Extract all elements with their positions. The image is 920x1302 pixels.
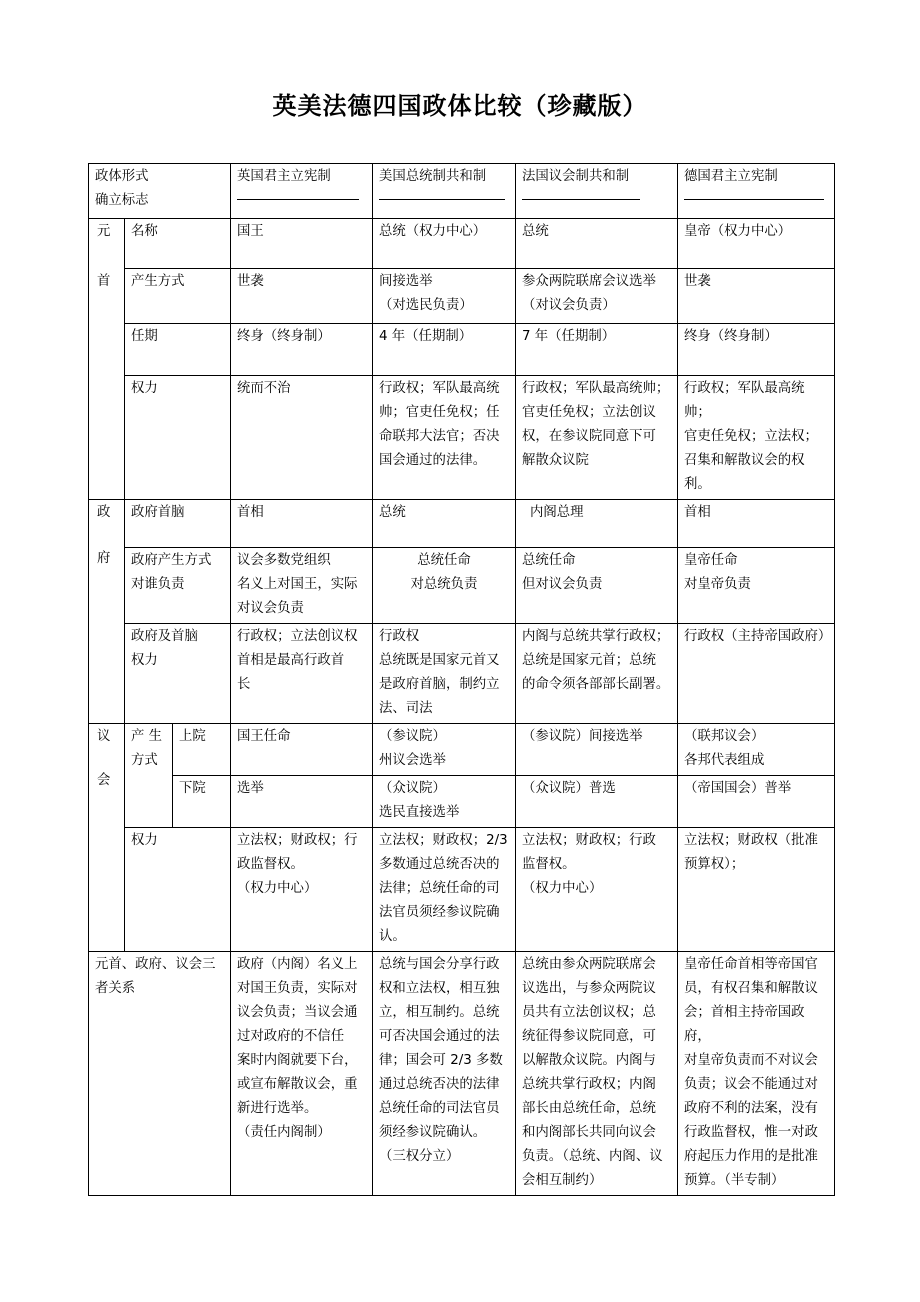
cell-de: 首相 [678,500,835,548]
cell-us: 行政权 总统既是国家元首又 是政府首脑，制约立 法、司法 [373,624,516,724]
cell-fr: 内阁总理 [516,500,678,548]
cell-de: 行政权；军队最高统帅； 官吏任免权；立法权； 召集和解散议会的权利。 [678,376,835,500]
cell-fr: 7 年（任期制） [516,324,678,376]
header-fr: 法国议会制共和制 [516,164,678,219]
header-label-line1: 政体形式 [95,169,149,184]
cell-us: 4 年（任期制） [373,324,516,376]
cell-fr: 内阁与总统共掌行政权； 总统是国家元首；总统 的命令须各部部长副署。 [516,624,678,724]
cell-us: 总统任命 对总统负责 [373,548,516,624]
label-power: 权力 [125,376,231,500]
cell-fr: （众议院）普选 [516,776,678,828]
label-gov-head: 政府首脑 [125,500,231,548]
cell-uk: 统而不治 [231,376,373,500]
row-parl-upper [89,724,835,776]
label-lower: 下院 [173,776,231,828]
header-label-cell [89,164,231,219]
cell-us: （参议院） 州议会选举 [373,724,516,776]
group-head-of-state: 元 首 [89,219,125,500]
row-gov-power [89,624,835,724]
cell-de: 世袭 [678,269,835,324]
cell-uk: 立法权；财政权；行 政监督权。 （权力中心） [231,828,373,952]
cell-uk: 首相 [231,500,373,548]
header-us: 美国总统制共和制 [373,164,516,219]
cell-fr: 参众两院联席会议选举 （对议会负责） [516,269,678,324]
header-de: 德国君主立宪制 [678,164,835,219]
header-label-line2: 确立标志 [95,193,149,208]
cell-fr: 总统任命 但对议会负责 [516,548,678,624]
cell-de: 终身（终身制） [678,324,835,376]
cell-de: 皇帝任命 对皇帝负责 [678,548,835,624]
cell-uk: 国王任命 [231,724,373,776]
cell-de: （联邦议会） 各邦代表组成 [678,724,835,776]
group-parliament: 议 会 [89,724,125,952]
label-upper: 上院 [173,724,231,776]
row-parl-power [89,828,835,952]
label-origin: 产生方式 [125,269,231,324]
cell-fr: 总统 [516,219,678,269]
cell-us: 总统 [373,500,516,548]
cell-us: 间接选举 （对选民负责） [373,269,516,324]
label-parl-power: 权力 [125,828,231,952]
cell-uk: 世袭 [231,269,373,324]
label-name: 名称 [125,219,231,269]
comparison-table [88,163,835,1196]
header-row [89,164,835,219]
cell-us: 立法权；财政权；2/3 多数通过总统否决的 法律；总统任命的司 法官员须经参议院确 认。 [373,828,516,952]
cell-uk: 终身（终身制） [231,324,373,376]
label-gov-origin: 政府产生方式 对谁负责 [125,548,231,624]
header-uk: 英国君主立宪制 [231,164,373,219]
row-relation [89,952,835,1196]
row-hos-term [89,324,835,376]
row-gov-head [89,500,835,548]
group-government: 政 府 [89,500,125,724]
cell-uk: 国王 [231,219,373,269]
cell-uk: 选举 [231,776,373,828]
cell-de: 皇帝任命首相等帝国官 员，有权召集和解散议 会；首相主持帝国政府， 对皇帝负责而不对议会 负责；议会不能通过对 政府不利的法案，没有 行政监督权，惟一对政 府起压力作用的是批准 预算。（半专制） [678,952,835,1196]
cell-uk: 议会多数党组织 名义上对国王，实际 对议会负责 [231,548,373,624]
cell-de: 皇帝（权力中心） [678,219,835,269]
row-hos-origin [89,269,835,324]
row-hos-name [89,219,835,269]
label-relation: 元首、政府、议会三 者关系 [89,952,231,1196]
cell-de: 立法权；财政权（批准 预算权）； [678,828,835,952]
cell-us: 行政权；军队最高统 帅；官吏任免权；任 命联邦大法官；否决 国会通过的法律。 [373,376,516,500]
row-hos-power [89,376,835,500]
cell-fr: 总统由参众两院联席会 议选出，与参众两院议 员共有立法创议权；总 统征得参议院同意，可 以解散众议院。内阁与 总统共掌行政权；内阁 部长由总统任命，总统 和内阁部长共同向议会 负责。（总统、内阁、议 会相互制约） [516,952,678,1196]
row-parl-lower [89,776,835,828]
cell-us: 总统与国会分享行政 权和立法权，相互独 立，相互制约。总统 可否决国会通过的法 律；国会可 2/3 多数 通过总统否决的法律 总统任命的司法官员 须经参议院确认。 （三权分立） [373,952,516,1196]
cell-us: （众议院） 选民直接选举 [373,776,516,828]
cell-fr: （参议院）间接选举 [516,724,678,776]
cell-uk: 行政权；立法创议权 首相是最高行政首 长 [231,624,373,724]
cell-de: 行政权（主持帝国政府） [678,624,835,724]
cell-de: （帝国国会）普举 [678,776,835,828]
cell-uk: 政府（内阁）名义上 对国王负责，实际对 议会负责；当议会通 过对政府的不信任 案时内阁就要下台， 或宣布解散议会，重 新进行选举。 （责任内阁制） [231,952,373,1196]
label-term: 任期 [125,324,231,376]
row-gov-origin [89,548,835,624]
cell-fr: 立法权；财政权；行政 监督权。 （权力中心） [516,828,678,952]
page-title: 英美法德四国政体比较（珍藏版） [272,92,648,120]
label-gov-power: 政府及首脑 权力 [125,624,231,724]
cell-fr: 行政权；军队最高统帅； 官吏任免权；立法创议 权，在参议院同意下可 解散众议院 [516,376,678,500]
label-parl-origin: 产 生 方式 [125,724,173,828]
cell-us: 总统（权力中心） [373,219,516,269]
